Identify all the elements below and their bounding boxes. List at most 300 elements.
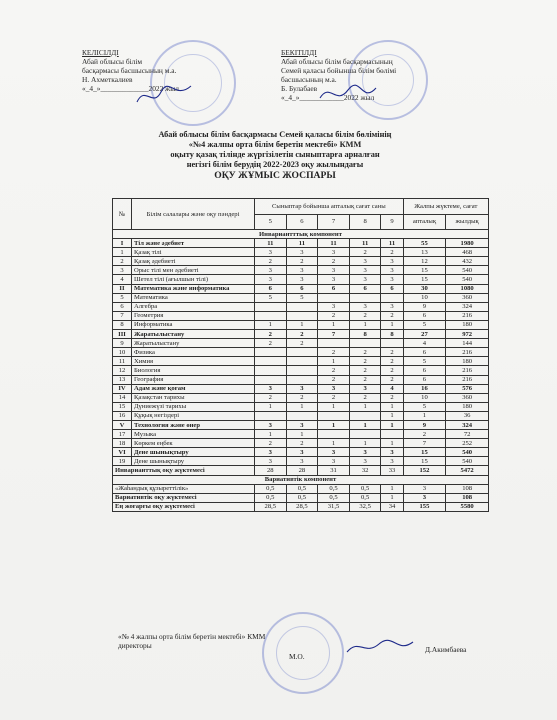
title-line: Абай облысы білім басқармасы Семей қаласы білім бөлімінің [158,130,392,139]
subject-name: Математика [132,293,255,302]
yearly-total: 540 [446,275,489,284]
hours-cell: 3 [286,248,318,257]
grade-header: 9 [381,214,403,230]
hours-cell: 28,5 [255,502,287,511]
hours-cell: 1 [286,402,318,411]
yearly-total: 180 [446,357,489,366]
yearly-total: 144 [446,339,489,348]
row-number: 13 [113,375,132,384]
hours-cell: 3 [286,266,318,275]
hours-cell: 11 [349,239,381,248]
hours-cell: 2 [318,393,350,402]
yearly-total: 1980 [446,239,489,248]
hours-cell: 1 [318,357,350,366]
hours-cell: 31,5 [318,502,350,511]
hours-cell: 3 [318,275,350,284]
weekly-total: 15 [403,275,446,284]
approval-date: «_4_»_____________2022 жыл [82,84,179,93]
table-row [113,457,489,466]
table-row [113,493,489,502]
hours-cell: 0,5 [286,484,318,493]
subject-name: Жаратылыстану [132,339,255,348]
row-number: 1 [113,248,132,257]
weekly-total: 6 [403,375,446,384]
row-number: 7 [113,311,132,320]
table-row [113,366,489,375]
hours-cell: 1 [286,320,318,329]
hours-cell: 3 [255,275,287,284]
yearly-total: 360 [446,293,489,302]
hours-cell: 2 [381,311,403,320]
table-row [113,430,489,439]
section-label: Инвариантттық компонент [113,230,489,239]
weekly-total: 155 [403,502,446,511]
yearly-total: 324 [446,420,489,429]
hours-cell: 1 [318,420,350,429]
hours-cell: 11 [318,239,350,248]
approval-date: «_4_»____________2022 жыл [281,93,375,102]
hours-cell [255,366,287,375]
weekly-total: 27 [403,330,446,339]
hours-cell: 3 [381,257,403,266]
row-number: 12 [113,366,132,375]
yearly-total: 108 [446,484,489,493]
grade-header: 7 [318,214,350,230]
subject-name: Дүниежүзі тарихы [132,402,255,411]
yearly-total: 432 [446,257,489,266]
table-row [113,339,489,348]
subject-name: Химия [132,357,255,366]
table-row [113,248,489,257]
hours-cell: 1 [255,402,287,411]
yearly-total: 216 [446,366,489,375]
yearly-total: 540 [446,448,489,457]
hours-cell: 3 [318,302,350,311]
hours-cell [318,411,350,420]
hours-cell: 2 [286,339,318,348]
table-row [113,411,489,420]
table-row [113,420,489,429]
hours-cell [255,348,287,357]
hours-cell: 0,5 [349,484,381,493]
hours-cell: 2 [381,348,403,357]
hours-cell [286,411,318,420]
title-line: негізгі білім берудің 2022-2023 оқу жылындағы [186,160,364,169]
section-label: Вариативтік компонент [113,475,489,484]
hours-cell: 6 [255,284,287,293]
hours-cell: 3 [318,266,350,275]
hours-cell [255,311,287,320]
hours-cell: 0,5 [318,484,350,493]
hours-cell: 2 [255,339,287,348]
weekly-total: 6 [403,311,446,320]
hours-cell: 11 [381,239,403,248]
hours-cell: 2 [349,393,381,402]
hours-cell: 1 [318,439,350,448]
director-name: Д.Акимбаева [425,645,467,654]
hours-cell: 3 [255,420,287,429]
hours-cell: 2 [349,248,381,257]
table-row [113,302,489,311]
weekly-total: 30 [403,284,446,293]
yearly-total: 576 [446,384,489,393]
yearly-total: 972 [446,330,489,339]
hours-cell: 0,5 [318,493,350,502]
hours-cell: 3 [255,457,287,466]
yearly-total: 216 [446,348,489,357]
hours-cell: 1 [381,439,403,448]
yearly-total: 108 [446,493,489,502]
hours-cell [286,348,318,357]
hours-cell [255,411,287,420]
hours-cell: 2 [318,311,350,320]
hours-cell: 0,5 [286,493,318,502]
row-number: 17 [113,430,132,439]
approval-line: Б. Булабаев [281,84,318,93]
approval-line: Абай облысы білім [82,57,143,66]
hours-cell [286,302,318,311]
subject-name: Қазақ әдебиеті [132,257,255,266]
weekly-total: 12 [403,257,446,266]
footer-line: «№ 4 жалпы орта білім беретін мектебі» КММ [118,632,266,641]
footer-line: директоры [118,641,152,650]
hours-cell: 33 [381,466,403,475]
hours-cell: 1 [349,420,381,429]
hours-cell: 3 [286,448,318,457]
row-number: 16 [113,411,132,420]
table-row [113,357,489,366]
subject-name: Көркем еңбек [132,439,255,448]
subject-name: Адам және қоғам [132,384,255,393]
hours-cell: 3 [349,257,381,266]
signature [318,80,378,110]
hours-cell: 2 [381,357,403,366]
hours-cell: 3 [318,448,350,457]
subject-name: Жаратылыстану [132,330,255,339]
row-number: 6 [113,302,132,311]
hours-cell: 3 [349,457,381,466]
hours-cell: 3 [349,266,381,275]
yearly-total: 1080 [446,284,489,293]
hours-cell: 1 [381,411,403,420]
hours-cell: 3 [381,275,403,284]
hours-cell: 1 [381,402,403,411]
hours-cell: 1 [318,402,350,411]
approval-line: Н. Ахметкалиев [82,75,133,84]
row-number: 9 [113,339,132,348]
hours-cell: 0,5 [349,493,381,502]
weekly-total: 5 [403,357,446,366]
hours-cell: 3 [381,448,403,457]
weekly-total: 9 [403,302,446,311]
hours-cell: 1 [255,430,287,439]
row-number: 15 [113,402,132,411]
hours-cell: 34 [381,502,403,511]
yearly-total: 360 [446,393,489,402]
hours-cell: 2 [318,348,350,357]
weekly-total: 55 [403,239,446,248]
subject-name: Қазақ тілі [132,248,255,257]
weekly-total: 5 [403,402,446,411]
table-row [113,348,489,357]
table-row [113,266,489,275]
table-row [113,502,489,511]
hours-cell: 3 [255,384,287,393]
subject-name: Физика [132,348,255,357]
subject-name: «Жаһандық құзыреттілік» [113,484,255,493]
row-number: 10 [113,348,132,357]
title-line: оқыту қазақ тілінде жүргізілетін сыныптарға арналған [170,150,380,159]
hours-cell: 28 [286,466,318,475]
weekly-total: 15 [403,448,446,457]
col-header-total-load: Жалпы жүктеме, сағат [403,199,488,215]
hours-cell: 7 [318,330,350,339]
table-row [113,439,489,448]
col-header-number: № [113,199,132,230]
subject-name: Геометрия [132,311,255,320]
row-number: 14 [113,393,132,402]
hours-cell: 3 [286,457,318,466]
hours-cell: 2 [349,348,381,357]
hours-cell [381,339,403,348]
hours-cell: 2 [255,330,287,339]
hours-cell: 3 [286,420,318,429]
table-row [113,239,489,248]
hours-cell: 1 [381,420,403,429]
hours-cell: 3 [255,448,287,457]
curriculum-table [112,198,489,512]
hours-cell: 3 [286,384,318,393]
table-row [113,330,489,339]
hours-cell: 1 [381,484,403,493]
hours-cell: 3 [255,266,287,275]
hours-cell: 3 [349,448,381,457]
hours-cell: 3 [318,457,350,466]
hours-cell: 3 [255,248,287,257]
subject-name: Инварианттық оқу жүктемесі [113,466,255,475]
subject-name: Дене шынықтыру [132,457,255,466]
hours-cell: 5 [255,293,287,302]
table-row [113,393,489,402]
hours-cell: 3 [381,266,403,275]
hours-cell [255,375,287,384]
subject-name: Құқық негіздері [132,411,255,420]
yearly-total: 468 [446,248,489,257]
subject-name: Шетел тілі (ағылшын тілі) [132,275,255,284]
seal-place-label: М.О. [289,652,305,661]
subject-name: Технология және өнер [132,420,255,429]
hours-cell: 6 [286,284,318,293]
hours-cell: 3 [286,275,318,284]
hours-cell: 0,5 [255,493,287,502]
hours-cell [349,339,381,348]
hours-cell [381,430,403,439]
hours-cell [318,293,350,302]
hours-cell [286,375,318,384]
subject-name: Вариативтік оқу жүктемесі [113,493,255,502]
hours-cell [349,411,381,420]
subject-name: Алгебра [132,302,255,311]
col-header-yearly: жылдық [446,214,489,230]
hours-cell: 8 [349,330,381,339]
col-header-weekly-hours: Сыныптар бойынша апталық сағат саны [255,199,404,215]
hours-cell [381,293,403,302]
hours-cell: 3 [318,384,350,393]
hours-cell: 1 [349,320,381,329]
table-row [113,466,489,475]
hours-cell: 2 [381,366,403,375]
yearly-total: 180 [446,402,489,411]
row-number: I [113,239,132,248]
hours-cell: 6 [318,284,350,293]
table-row [113,384,489,393]
weekly-total: 13 [403,248,446,257]
hours-cell: 32,5 [349,502,381,511]
row-number: IV [113,384,132,393]
hours-cell: 3 [349,302,381,311]
table-row [113,257,489,266]
weekly-total: 5 [403,320,446,329]
table-row [113,484,489,493]
weekly-total: 15 [403,457,446,466]
yearly-total: 5472 [446,466,489,475]
weekly-total: 9 [403,420,446,429]
document-title [70,130,480,182]
row-number: VI [113,448,132,457]
hours-cell: 2 [255,257,287,266]
hours-cell: 2 [381,393,403,402]
hours-cell [349,293,381,302]
section-row [113,230,489,239]
hours-cell: 32 [349,466,381,475]
approval-line: басшысының м.а. [281,75,337,84]
hours-cell [286,311,318,320]
row-number: III [113,330,132,339]
yearly-total: 216 [446,375,489,384]
weekly-total: 7 [403,439,446,448]
table-row [113,293,489,302]
table-row [113,375,489,384]
subject-name: Музыка [132,430,255,439]
table-row [113,275,489,284]
row-number: II [113,284,132,293]
table-body [113,230,489,512]
subject-name: Ең жоғарғы оқу жүктемесі [113,502,255,511]
hours-cell: 11 [255,239,287,248]
yearly-total: 216 [446,311,489,320]
hours-cell: 2 [349,311,381,320]
yearly-total: 36 [446,411,489,420]
weekly-total: 6 [403,348,446,357]
yearly-total: 72 [446,430,489,439]
yearly-total: 540 [446,457,489,466]
hours-cell: 3 [381,457,403,466]
table-row [113,284,489,293]
table-row [113,402,489,411]
hours-cell: 8 [381,330,403,339]
hours-cell: 28,5 [286,502,318,511]
hours-cell [255,302,287,311]
table-row [113,320,489,329]
row-number: 18 [113,439,132,448]
row-number: 2 [113,257,132,266]
hours-cell: 2 [286,257,318,266]
subject-name: Тіл және әдебиет [132,239,255,248]
yearly-total: 180 [446,320,489,329]
row-number: 4 [113,275,132,284]
hours-cell: 2 [255,393,287,402]
yearly-total: 252 [446,439,489,448]
weekly-total: 3 [403,484,446,493]
hours-cell: 3 [349,384,381,393]
col-header-weekly: апталық [403,214,446,230]
hours-cell: 3 [381,302,403,311]
subject-name: Дене шынықтыру [132,448,255,457]
hours-cell [286,357,318,366]
subject-name: Информатика [132,320,255,329]
table-row [113,311,489,320]
weekly-total: 6 [403,366,446,375]
grade-header: 8 [349,214,381,230]
hours-cell [286,366,318,375]
hours-cell [318,339,350,348]
weekly-total: 3 [403,493,446,502]
hours-cell: 4 [381,384,403,393]
grade-header: 5 [255,214,287,230]
hours-cell: 3 [349,275,381,284]
hours-cell: 6 [349,284,381,293]
approval-heading: БЕКІТІЛДІ [281,48,317,57]
yearly-total: 324 [446,302,489,311]
hours-cell: 31 [318,466,350,475]
hours-cell [318,430,350,439]
weekly-total: 10 [403,293,446,302]
hours-cell: 2 [349,357,381,366]
hours-cell: 2 [381,375,403,384]
weekly-total: 15 [403,266,446,275]
hours-cell: 28 [255,466,287,475]
weekly-total: 10 [403,393,446,402]
row-number: 5 [113,293,132,302]
hours-cell: 0,5 [255,484,287,493]
hours-cell: 11 [286,239,318,248]
hours-cell: 5 [286,293,318,302]
hours-cell: 2 [318,366,350,375]
weekly-total: 16 [403,384,446,393]
row-number: 3 [113,266,132,275]
hours-cell: 1 [255,320,287,329]
yearly-total: 540 [446,266,489,275]
hours-cell: 3 [318,248,350,257]
yearly-total: 5580 [446,502,489,511]
signature [345,636,415,658]
hours-cell: 1 [286,430,318,439]
section-row [113,475,489,484]
hours-cell: 1 [381,493,403,502]
hours-cell: 2 [381,248,403,257]
approval-line: басқармасы басшысының м.а. [82,66,177,75]
row-number: V [113,420,132,429]
hours-cell [349,430,381,439]
subject-name: Орыс тілі мен әдебиеті [132,266,255,275]
hours-cell: 2 [286,330,318,339]
hours-cell: 2 [255,439,287,448]
weekly-total: 4 [403,339,446,348]
hours-cell: 2 [349,375,381,384]
subject-name: География [132,375,255,384]
hours-cell: 2 [286,393,318,402]
hours-cell: 1 [349,402,381,411]
